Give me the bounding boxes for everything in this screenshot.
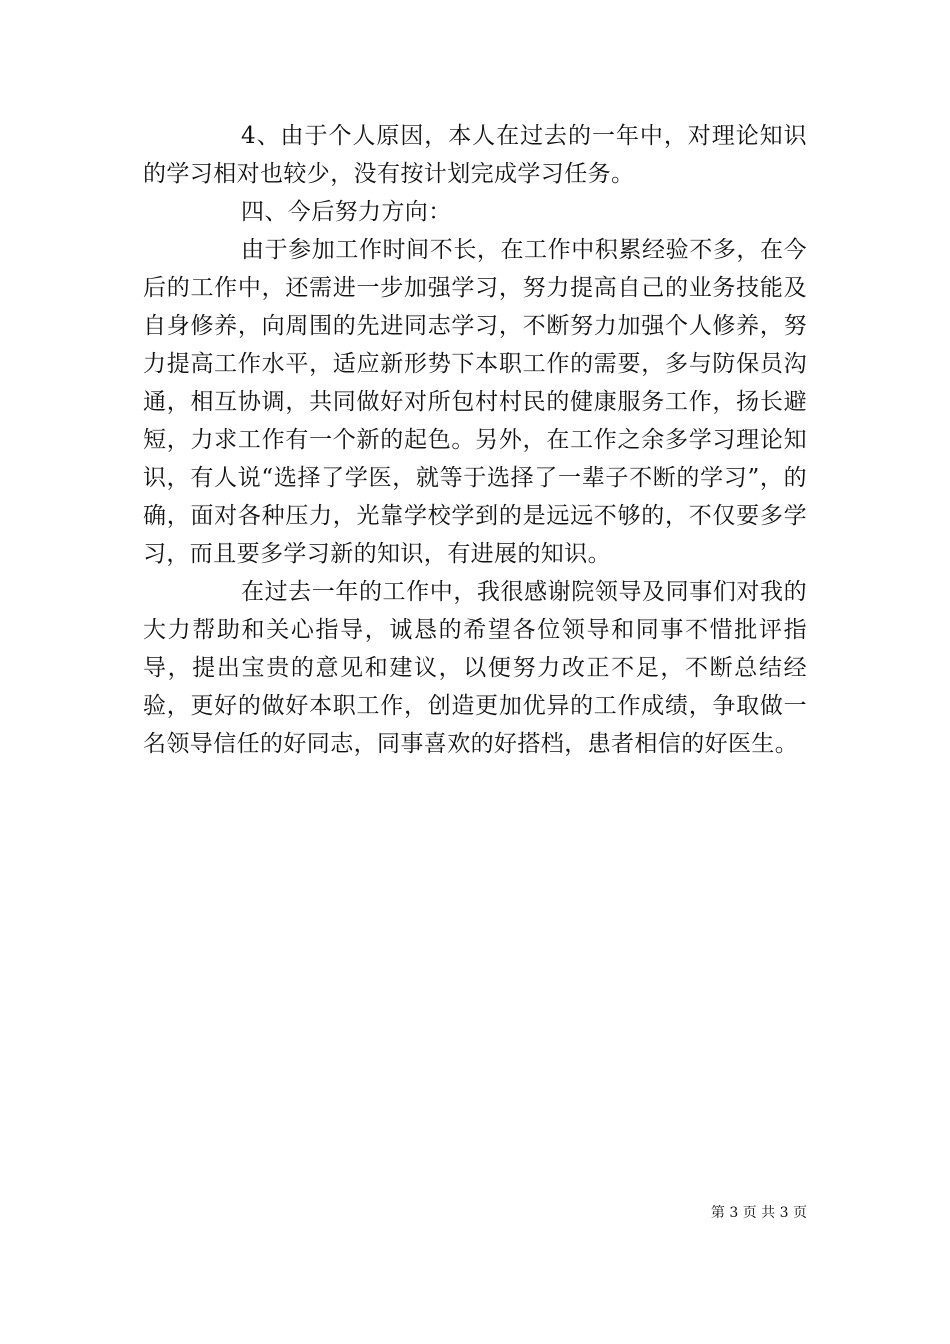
document-body: [143, 117, 807, 763]
paragraph-study-shortcoming: 4、由于个人原因，本人在过去的一年中，对理论知识的学习相对也较少，没有按计划完成学习任务。: [143, 123, 807, 187]
section-heading-future-direction: 四、今后努力方向：: [241, 199, 452, 225]
paragraph-future-plan: 由于参加工作时间不长，在工作中积累经验不多，在今后的工作中，还需进一步加强学习，努力提高自己的业务技能及自身修养，向周围的先进同志学习，不断努力加强个人修养，努力提高工作水平，适应新形势下本职工作的需要，多与防保员沟通，相互协调，共同做好对所包村村民的健康服务工作，扬长避短，力求工作有一个新的起色。另外，在工作之余多学习理论知识，有人说“选择了学医，就等于选择了一辈子不断的学习”，的确，面对各种压力，光靠学校学到的是远远不够的，不仅要多学习，而且要多学习新的知识，有进展的知识。: [143, 237, 807, 567]
page-number-footer: 第 3 页 共 3 页: [710, 1205, 807, 1221]
paragraph-acknowledgement: 在过去一年的工作中，我很感谢院领导及同事们对我的大力帮助和关心指导，诚恳的希望各位领导和同事不惜批评指导，提出宝贵的意见和建议，以便努力改正不足，不断总结经验，更好的做好本职工作，创造更加优异的工作成绩，争取做一名领导信任的好同志，同事喜欢的好搭档，患者相信的好医生。: [143, 579, 807, 757]
